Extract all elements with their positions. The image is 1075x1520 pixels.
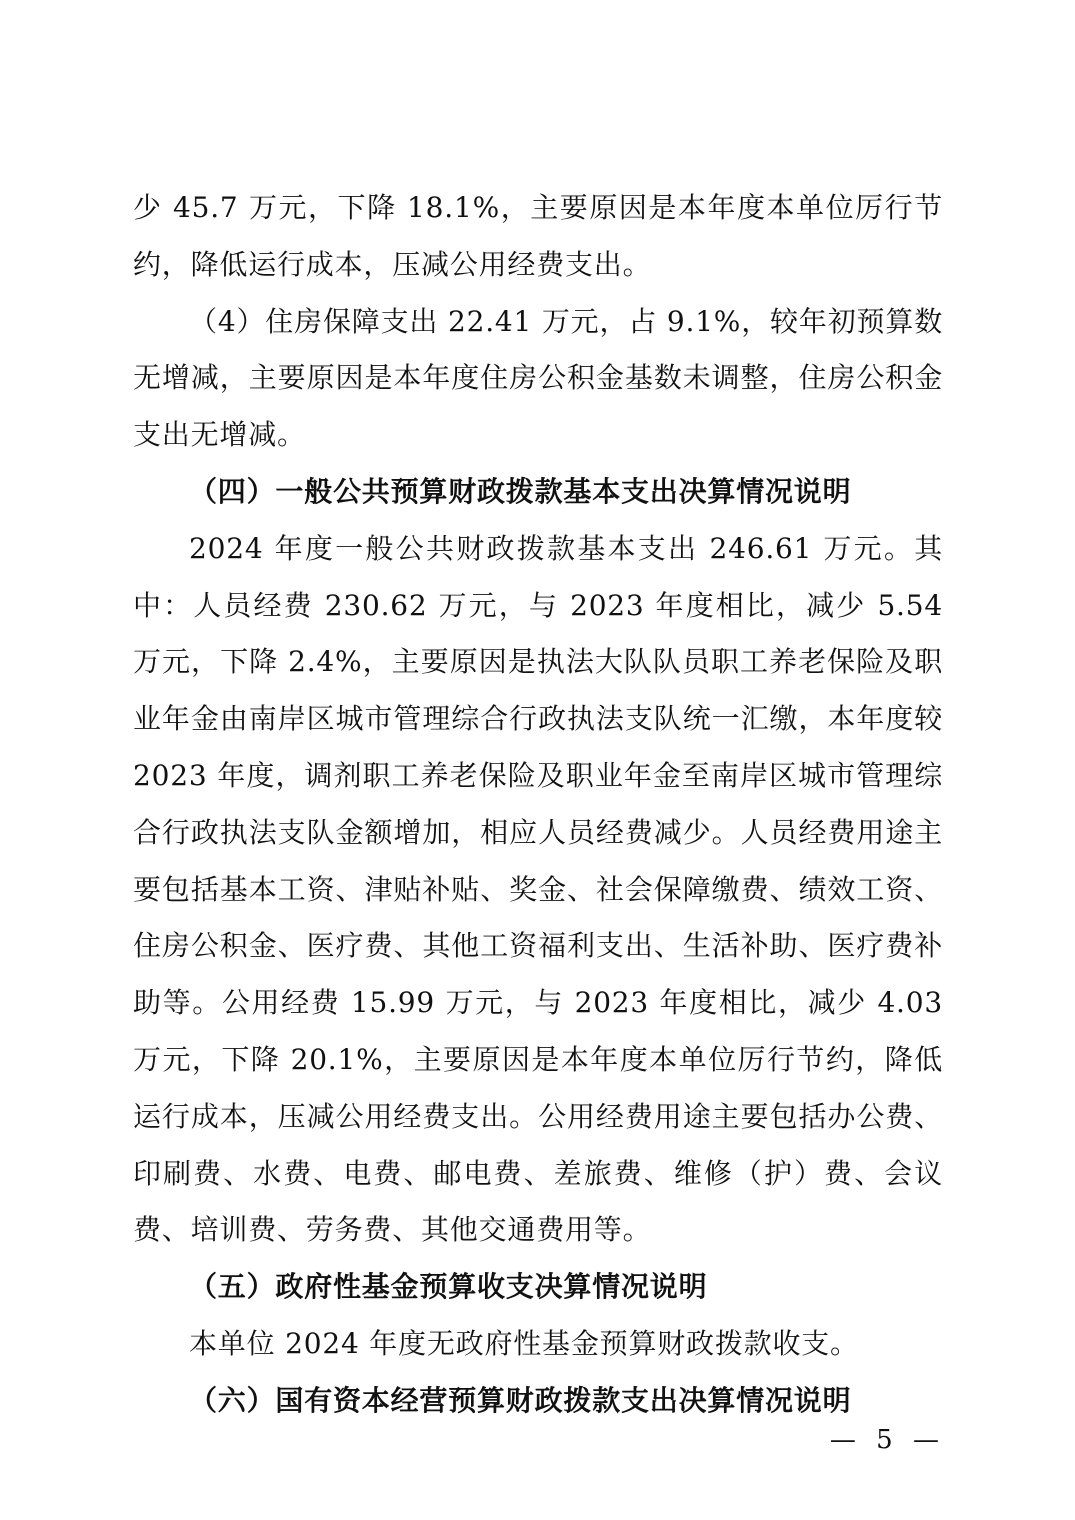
paragraph-basic-expenditure-detail: 2024 年度一般公共财政拨款基本支出 246.61 万元。其中：人员经费 230.62 万元，与 2023 年度相比，减少 5.54 万元，下降 2.4%，主要原因是执法大队队员职工养老保险及职业年金由南岸区城市管理综合行政执法支队统一汇缴，本年度较 2023 年度，调剂职工养老保险及职业年金至南岸区城市管理综合行政执法支队金额增加，相应人员经费减少。人员经费用途主要包括基本工资、津贴补贴、奖金、社会保障缴费、绩效工资、住房公积金、医疗费、其他工资福利支出、生活补助、医疗费补助等。公用经费 15.99 万元，与 2023 年度相比，减少 4.03 万元，下降 20.1%，主要原因是本年度本单位厉行节约，降低运行成本，压减公用经费支出。公用经费用途主要包括办公费、印刷费、水费、电费、邮电费、差旅费、维修（护）费、会议费、培训费、劳务费、其他交通费用等。 bbox=[133, 531, 943, 1247]
page-number: — 5 — bbox=[829, 1425, 945, 1455]
paragraph-government-fund-detail: 本单位 2024 年度无政府性基金预算财政拨款收支。 bbox=[189, 1326, 859, 1360]
paragraph-housing-security-expense: （4）住房保障支出 22.41 万元，占 9.1%，较年初预算数无增减，主要原因是本年度住房公积金基数未调整，住房公积金支出无增减。 bbox=[133, 304, 943, 452]
section-heading-basic-expenditure: （四）一般公共预算财政拨款基本支出决算情况说明 bbox=[189, 474, 852, 508]
document-body bbox=[133, 180, 943, 1430]
section-heading-government-fund: （五）政府性基金预算收支决算情况说明 bbox=[189, 1270, 708, 1304]
section-heading-state-capital: （六）国有资本经营预算财政拨款支出决算情况说明 bbox=[189, 1383, 852, 1417]
paragraph-public-expense-continuation: 少 45.7 万元，下降 18.1%，主要原因是本年度本单位厉行节约，降低运行成本，压减公用经费支出。 bbox=[133, 191, 943, 281]
